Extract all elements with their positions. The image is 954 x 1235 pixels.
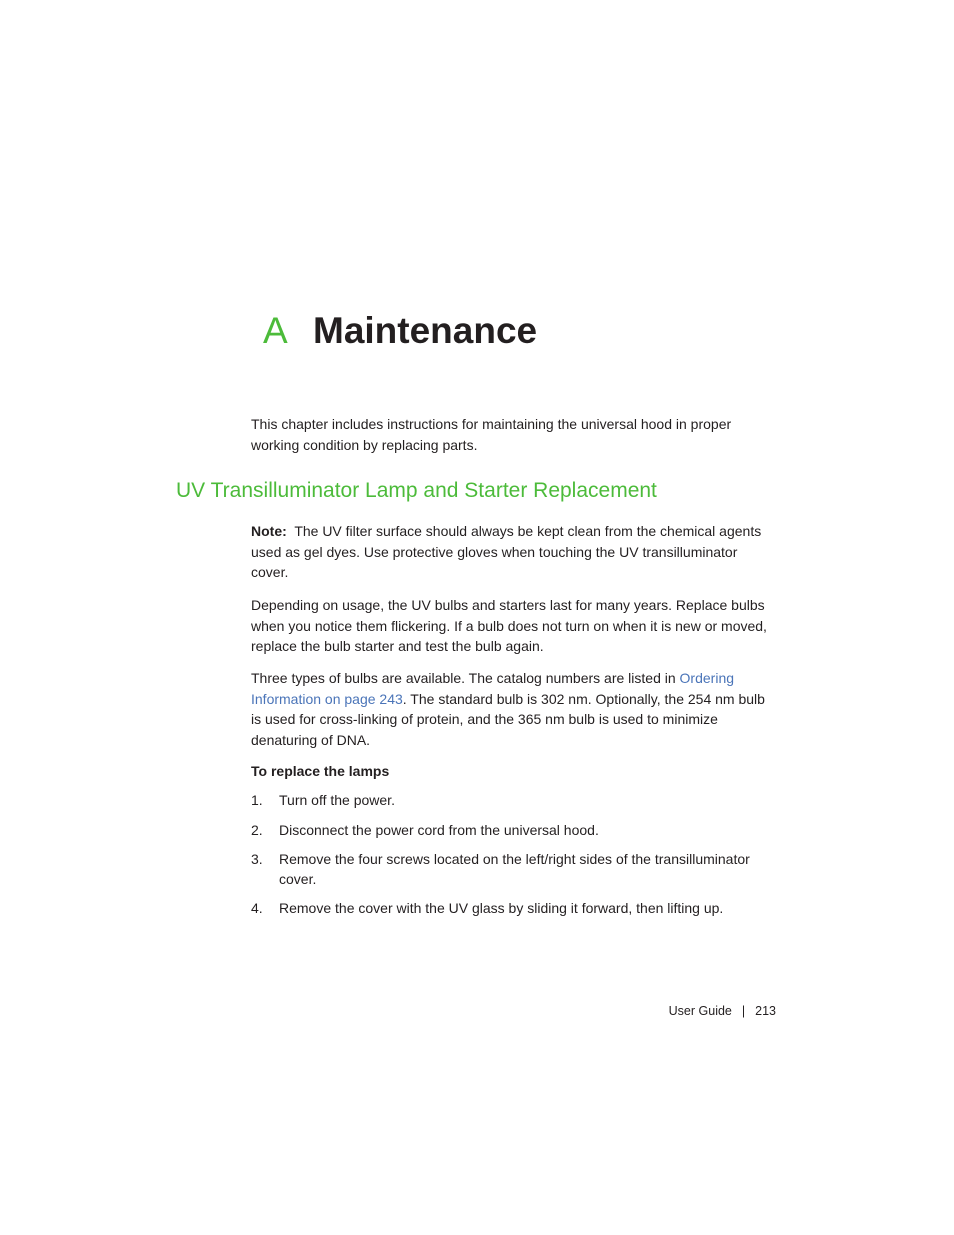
step-text: Remove the cover with the UV glass by sliding it forward, then lifting up. (279, 900, 724, 916)
chapter-title: Maintenance (313, 310, 538, 351)
section-heading: UV Transilluminator Lamp and Starter Replacement (176, 479, 657, 502)
list-item (251, 821, 776, 841)
bulb-types-paragraph (251, 668, 776, 750)
step-number: 2. (251, 821, 263, 838)
step-text: Remove the four screws located on the left/right sides of the transilluminator cover. (279, 851, 750, 887)
procedure-title: To replace the lamps (251, 763, 390, 779)
note-paragraph (251, 521, 776, 583)
step-text: Turn off the power. (279, 792, 395, 808)
chapter-intro: This chapter includes instructions for maintaining the universal hood in proper working condition by replacing parts. (251, 416, 732, 453)
footer-separator: | (741, 1004, 746, 1018)
ordering-information-link[interactable]: Ordering Information on page 243 (251, 670, 735, 707)
chapter-letter: A (263, 310, 288, 351)
list-item (251, 899, 776, 919)
list-item (251, 791, 776, 811)
page-number: 213 (755, 1004, 776, 1018)
page-footer (669, 1004, 776, 1018)
footer-doc-name: User Guide (668, 1004, 732, 1018)
bulb-types-text-start: Three types of bulbs are available. The catalog numbers are listed in (251, 670, 680, 686)
procedure-steps (251, 791, 776, 929)
list-item (251, 850, 776, 889)
note-text: The UV filter surface should always be kept clean from the chemical agents used as gel dyes. Use protective gloves when touching the UV transilluminator cover. (251, 523, 762, 580)
step-number: 3. (251, 851, 263, 867)
step-number: 1. (251, 792, 263, 808)
note-label: Note: (251, 523, 287, 539)
chapter-heading (263, 310, 537, 360)
bulb-types-text-end: . The standard bulb is 302 nm. Optionally, the 254 nm bulb is used for cross-linking of protein, and the 365 nm bulb is used to minimize denaturing of DNA. (251, 690, 765, 748)
step-number: 4. (251, 900, 263, 916)
step-text: Disconnect the power cord from the universal hood. (279, 821, 599, 838)
usage-paragraph: Depending on usage, the UV bulbs and starters last for many years. Replace bulbs when you notice them flickering. If a bulb does not turn on when it is new or moved, replace the bulb starter and test the bulb again. (251, 597, 767, 654)
